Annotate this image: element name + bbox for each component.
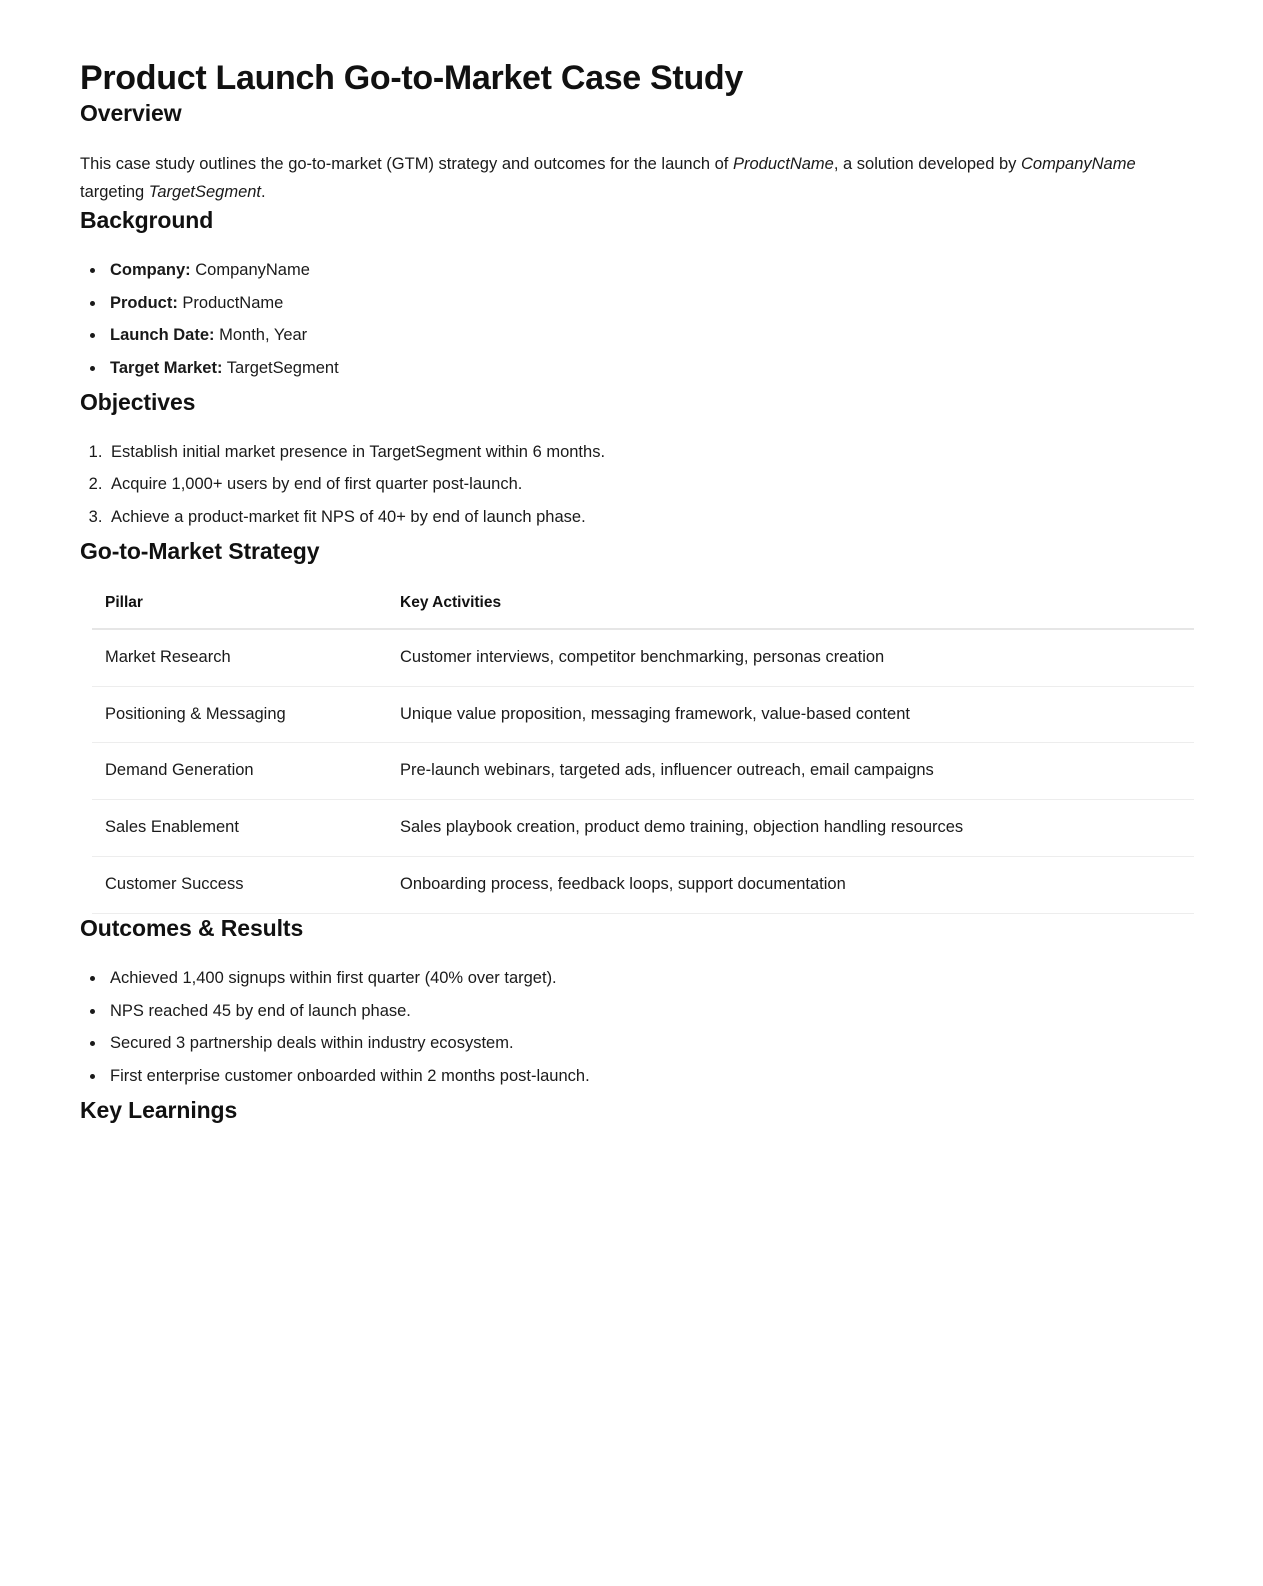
section-heading-key-learnings: Key Learnings (80, 1096, 238, 1123)
cell-activities: Sales playbook creation, product demo training, objection handling resources (400, 800, 1194, 857)
section-heading-objectives: Objectives (80, 388, 196, 415)
table-row (92, 800, 1194, 857)
background-item-label: Company: (110, 261, 191, 280)
list-item (106, 355, 1183, 383)
overview-company-name: CompanyName (1021, 154, 1136, 173)
cell-pillar: Market Research (92, 629, 400, 686)
background-item-label: Target Market: (110, 359, 223, 378)
column-header-pillar: Pillar (92, 592, 400, 629)
background-item-label: Launch Date: (110, 326, 215, 345)
overview-text-part2: , a solution developed by (833, 154, 1021, 173)
cell-pillar: Demand Generation (92, 743, 400, 800)
cell-activities: Pre-launch webinars, targeted ads, influencer outreach, email campaigns (400, 743, 1194, 800)
overview-target-segment: TargetSegment (148, 182, 262, 201)
strategy-table (92, 592, 1194, 915)
section-heading-outcomes: Outcomes & Results (80, 915, 304, 942)
table-header (92, 592, 1194, 629)
list-item: 2. Acquire 1,000+ users by end of first quarter post-launch. (107, 471, 1183, 499)
background-item-value: TargetSegment (222, 359, 339, 378)
table-row (92, 857, 1194, 914)
overview-text-part1: This case study outlines the go-to-market (GTM) strategy and outcomes for the launch of (80, 154, 733, 173)
list-item (106, 290, 1183, 318)
section-heading-strategy: Go-to-Market Strategy (80, 537, 320, 564)
table-row (92, 743, 1194, 800)
section-heading-background: Background (80, 207, 214, 234)
list-item: • First enterprise customer onboarded within 2 months post-launch. (106, 1063, 1183, 1091)
list-item: • NPS reached 45 by end of launch phase. (106, 998, 1183, 1026)
objectives-list (80, 439, 1183, 532)
background-item-label: Product: (110, 293, 178, 312)
list-item (106, 322, 1183, 350)
section-heading-overview: Overview (80, 99, 182, 126)
list-item: 3. Achieve a product-market fit NPS of 40+ by end of launch phase. (107, 504, 1183, 532)
table-row (92, 686, 1194, 743)
background-list (80, 257, 1183, 383)
table-row (92, 629, 1194, 686)
list-item (106, 257, 1183, 285)
overview-paragraph (80, 150, 1183, 207)
cell-activities: Unique value proposition, messaging framework, value-based content (400, 686, 1194, 743)
list-item: 1. Establish initial market presence in TargetSegment within 6 months. (107, 439, 1183, 467)
background-item-value: ProductName (177, 293, 284, 312)
cell-pillar: Customer Success (92, 857, 400, 914)
overview-text-part3: targeting (80, 182, 149, 201)
cell-pillar: Positioning & Messaging (92, 686, 400, 743)
outcomes-list (80, 965, 1183, 1091)
table-body (92, 629, 1194, 914)
background-item-value: CompanyName (190, 261, 310, 280)
cell-pillar: Sales Enablement (92, 800, 400, 857)
list-item: • Achieved 1,400 signups within first quarter (40% over target). (106, 965, 1183, 993)
overview-text-part4: . (261, 182, 266, 201)
cell-activities: Customer interviews, competitor benchmarking, personas creation (400, 629, 1194, 686)
table-header-row (92, 592, 1194, 629)
cell-activities: Onboarding process, feedback loops, support documentation (400, 857, 1194, 914)
overview-product-name: ProductName (732, 154, 834, 173)
list-item: • Secured 3 partnership deals within industry ecosystem. (106, 1030, 1183, 1058)
page-title: Product Launch Go-to-Market Case Study (80, 59, 744, 97)
column-header-key-activities: Key Activities (400, 592, 1194, 629)
background-item-value: Month, Year (214, 326, 308, 345)
